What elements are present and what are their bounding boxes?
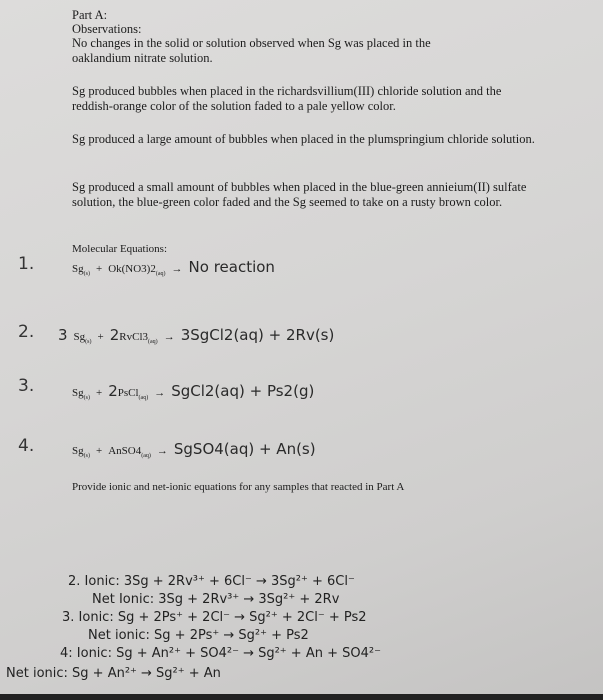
ionic-line: 4: Ionic: Sg + An²⁺ + SO4²⁻ → Sg²⁺ + An + SO4²⁻ (60, 646, 381, 661)
ionic-prompt: Provide ionic and net-ionic equations for any samples that reacted in Part A (72, 481, 405, 493)
observation-3: Sg produced a large amount of bubbles when placed in the plumspringium chloride solution. (72, 132, 535, 146)
observation-4: Sg produced a small amount of bubbles when placed in the blue-green annieium(II) sulfate solution, the blue-green color faded and the Sg seemed to take on a rusty brown color. (72, 180, 527, 209)
ionic-line: Net ionic: Sg + 2Ps⁺ → Sg²⁺ + Ps2 (88, 628, 309, 643)
ionic-line: 2. Ionic: 3Sg + 2Rv³⁺ + 6Cl⁻ → 3Sg²⁺ + 6Cl⁻ (68, 574, 355, 589)
photo-edge (0, 694, 603, 700)
ionic-line: Net ionic: Sg + An²⁺ → Sg²⁺ + An (6, 666, 221, 681)
equation-2: 3 $Sg_{(s)}$ + $2RvCl3_{(aq)}$ → 3SgCl2(aq) + 2Rv(s) (58, 326, 335, 346)
molecular-label: Molecular Equations: (72, 243, 168, 255)
ionic-line: 3. Ionic: Sg + 2Ps⁺ + 2Cl⁻ → Sg²⁺ + 2Cl⁻ + Ps2 (62, 610, 367, 625)
eq-number: 1. (18, 254, 35, 274)
ionic-line: Net Ionic: 3Sg + 2Rv³⁺ → 3Sg²⁺ + 2Rv (92, 592, 340, 607)
part-title: Part A: (72, 8, 108, 22)
observation-2: Sg produced bubbles when placed in the richardsvillium(III) chloride solution and the reddish-orange color of the solution faded to a pale yellow color. (72, 84, 502, 113)
equation-3: $Sg_{(s)}$ + 2PsCl$_{(aq)}$ → SgCl2(aq) + Ps2(g) (72, 382, 315, 402)
eq-number: 2. (18, 322, 35, 342)
observation-1: No changes in the solid or solution observed when Sg was placed in the oaklandium nitrate solution. (72, 36, 431, 65)
equation-1: $Sg_{(s)}$ + $Ok(NO3)2_{(aq)}$ → No reaction (72, 258, 275, 278)
eq-number: 4. (18, 436, 35, 456)
observations-label: Observations: (72, 22, 142, 36)
eq-number: 3. (18, 376, 35, 396)
equation-4: $Sg_{(s)}$ + $AnSO4_{(aq)}$ → SgSO4(aq) + An(s) (72, 440, 316, 460)
